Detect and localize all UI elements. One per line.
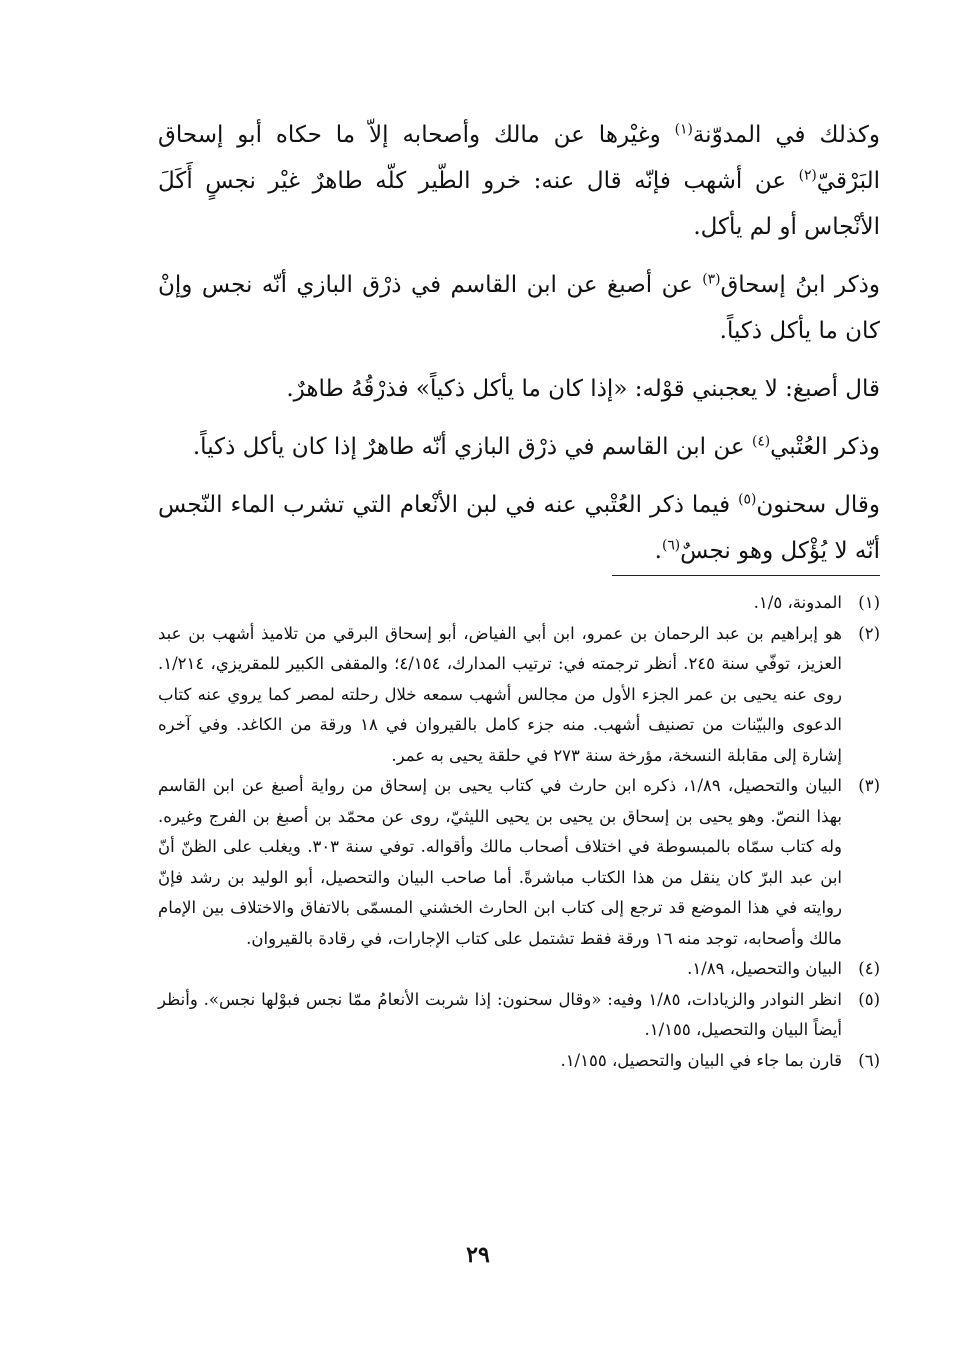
footnote-1 [158,588,880,619]
footnote-number: (٣) [858,776,880,795]
footnote-divider [612,575,880,576]
text-segment: عن أشهب فإنّه قال عنه: خرو الطّير كلّه طاهرٌ غيْر نجسٍ أَكَلَ الأنْجاس أو لم يأكل. [158,168,880,240]
paragraph [158,262,880,354]
footnote-number: (٦) [858,1050,880,1070]
text-segment: وكذلك في المدوّنة [692,122,880,148]
page-number: ٢٩ [466,1242,490,1268]
footnote-4 [158,954,880,985]
footnote-ref[interactable]: (٥) [738,491,757,508]
footnote-text: قارن بما جاء في البيان والتحصيل، ١/١٥٥. [560,1050,842,1070]
text-segment: وذكر ابنُ إسحاق [720,272,880,298]
paragraph [158,482,880,574]
footnote-ref[interactable]: (١) [674,121,693,138]
footnote-2 [158,619,880,772]
text-segment: قال أصبغ: لا يعجبني قوْله: «إذا كان ما يأكل ذكياً» فذرْقُهُ طاهرٌ. [286,376,880,402]
text-segment: عن أصبغ عن ابن القاسم في ذرْق البازي أنّه نجس وإنْ كان ما يأكل ذكياً. [158,272,880,344]
footnote-number: (٤) [858,959,880,978]
main-text [158,112,880,586]
footnote-ref[interactable]: (٢) [798,167,817,184]
footnote-text: انظر النوادر والزيادات، ١/٨٥ وفيه: «وقال سحنون: إذا شربت الأنعامُ ممّا نجس فبوْلها نجس». وأنظر أيضاً البيان والتحصيل، ١/١٥٥. [158,989,842,1039]
paragraph [158,424,880,470]
footnote-text: البيان والتحصيل، ١/٨٩، ذكره ابن حارث في كتاب يحيى بن إسحاق من رواية أصبغ عن ابن القاسم بهذا النصّ. وهو يحيى بن إسحاق بن يحيى بن يحيى الليثيّ، روى عن محمّد بن أصبغ بن الفرج وغيره. وله كتاب سمّاه بالمبسوطة في اختلاف أصحاب مالك وأقواله. توفي سنة ٣٠٣. ويغلب على الظنّ أنّ ابن عبد البرّ كان ينقل من هذا الكتاب مباشرةً. أما صاحب البيان والتحصيل، أبو الوليد بن رشد فإنّ روايته في هذا الموضع قد ترجع إلى كتاب ابن الحارث الخشني المسمّى بالاتفاق والاختلاف بين الإمام مالك وأصحابه، توجد منه ١٦ ورقة فقط تشتمل على كتاب الإجارات، في رقادة بالقيروان. [158,776,842,948]
text-segment: . [654,538,662,564]
footnote-number: (١) [858,593,880,612]
text-segment: فيما ذكر العُتْبي عنه في لبن الأنْعام التي تشرب الماء النّجس أنّه لا يُؤْكل وهو نجسٌ [158,492,880,564]
footnote-text: هو إبراهيم بن عبد الرحمان بن عمرو، ابن أبي الفياض، أبو إسحاق البرقي من تلاميذ أشهب بن عبد العزيز، توفّي سنة ٢٤٥. أنظر ترجمته في: ترتيب المدارك، ٤/١٥٤؛ والمقفى الكبير للمقريزي، ١/٢١٤. روى عنه يحيى بن عمر الجزء الأول من مجالس أشهب سمعه خلال رحلته لمصر كما يروي عنه كتاب الدعوى والبيّنات من تصنيف أشهب. منه جزء كامل بالقيروان في ١٨ ورقة من الكاغد. وفي آخره إشارة إلى مقابلة النسخة، مؤرخة سنة ٢٧٣ في حلقة يحيى به عمر. [158,623,843,765]
footnote-text: البيان والتحصيل، ١/٨٩. [687,959,842,978]
footnote-text: المدونة، ١/٥. [753,593,842,612]
text-segment: وقال سحنون [756,492,880,518]
footnote-5 [158,985,880,1046]
footnote-ref[interactable]: (٦) [661,537,681,554]
paragraph [158,112,880,250]
footnote-number: (٥) [858,989,880,1009]
paragraph [158,366,880,412]
text-segment: وذكر العُتْبي [770,434,880,460]
footnote-3 [158,771,880,954]
text-segment: عن ابن القاسم في ذرْق البازي أنّه طاهرٌ إذا كان يأكل ذكياً. [192,434,752,460]
footnotes-section [158,588,880,1076]
footnote-6 [158,1046,880,1077]
footnote-ref[interactable]: (٤) [751,433,771,450]
footnote-ref[interactable]: (٣) [702,271,721,288]
text-segment: وغيْرها عن مالك وأصحابه إلاّ ما حكاه أبو إسحاق البَرْقيّ [158,122,880,194]
footnote-number: (٢) [858,623,880,643]
